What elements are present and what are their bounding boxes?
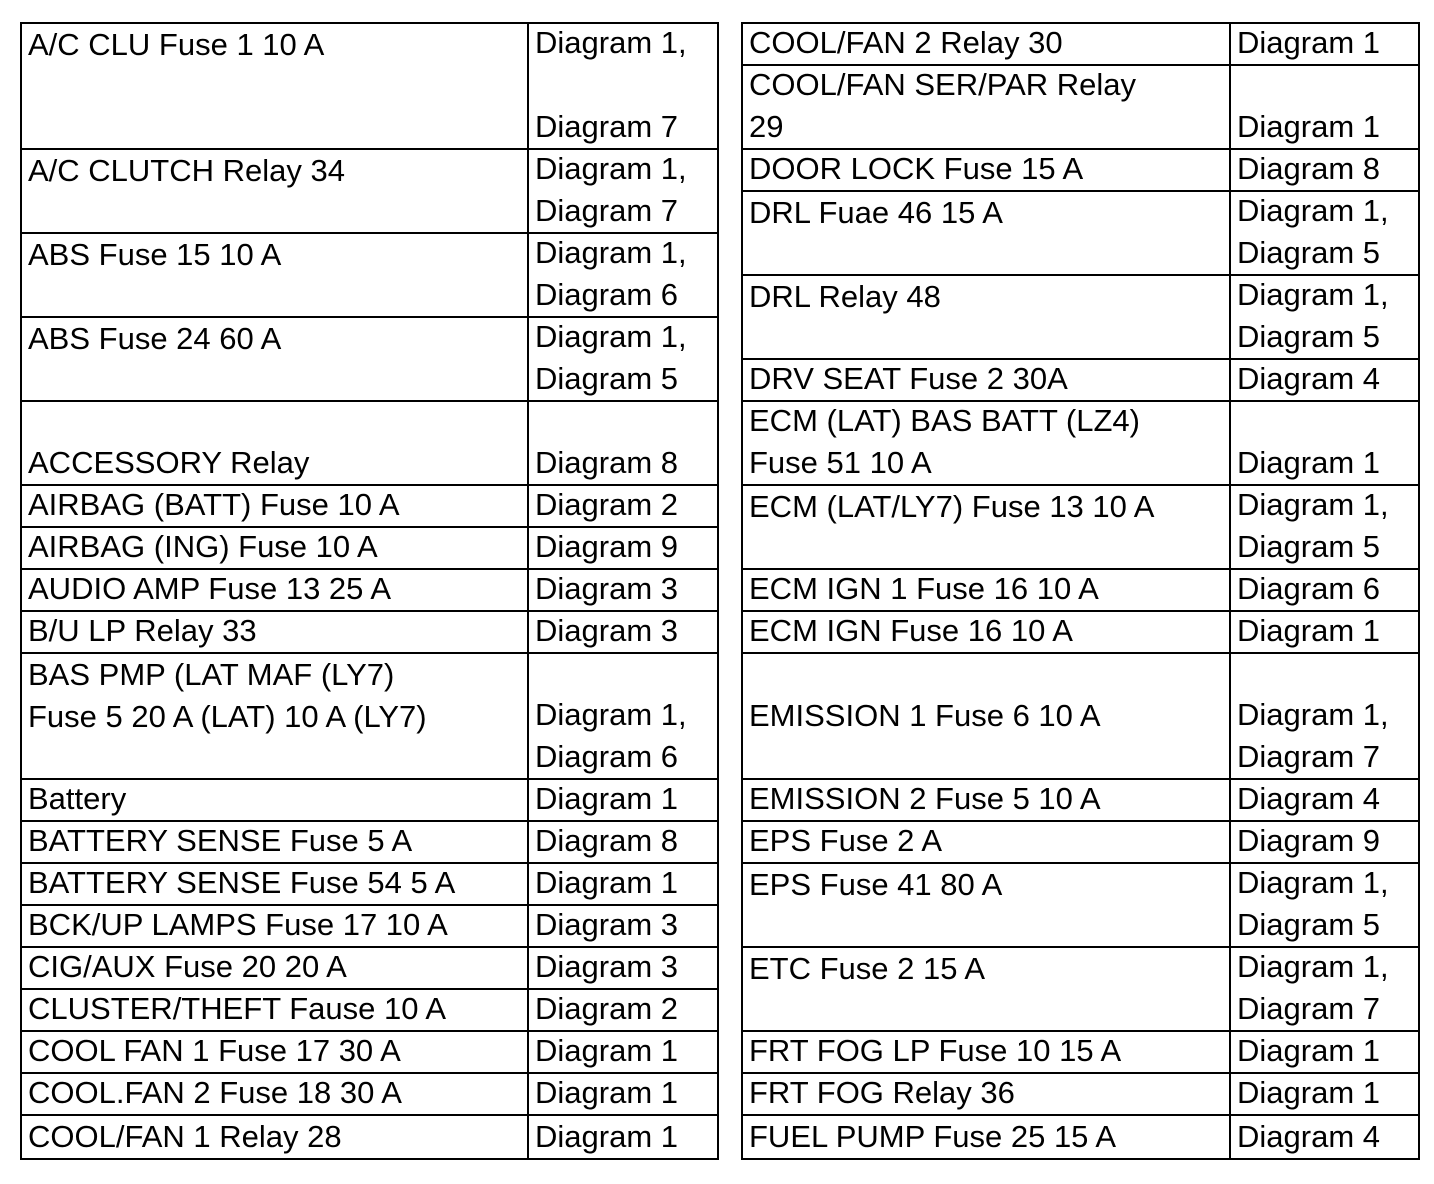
table-row (22, 486, 717, 528)
component-name: CLUSTER/THEFT Fause 10 A (28, 991, 447, 1026)
table-row (22, 948, 717, 990)
component-name: DRL Fuae 46 15 A (749, 195, 1003, 230)
component-name: EPS Fuse 2 A (749, 823, 942, 858)
diagram-ref-cell (1231, 276, 1418, 358)
component-name-cell (22, 906, 529, 946)
component-name: ECM (LAT) BAS BATT (LZ4) Fuse 51 10 A (749, 403, 1140, 480)
table-row (743, 1032, 1418, 1074)
table-row (743, 1074, 1418, 1116)
table-gutter (719, 22, 741, 1160)
diagram-ref-cell (1231, 822, 1418, 862)
diagram-ref: Diagram 1 (535, 1033, 678, 1068)
diagram-ref: Diagram 1 (535, 1075, 678, 1110)
diagram-ref-cell (1231, 66, 1418, 148)
diagram-ref-cell (529, 1074, 717, 1114)
table-row (743, 66, 1418, 150)
diagram-ref: Diagram 1, Diagram 7 (1237, 697, 1389, 774)
diagram-ref: Diagram 8 (1237, 151, 1380, 186)
diagram-ref: Diagram 9 (1237, 823, 1380, 858)
component-name-cell (743, 654, 1231, 778)
diagram-ref-cell (529, 150, 717, 232)
diagram-ref-cell (529, 402, 717, 484)
table-row (743, 150, 1418, 192)
diagram-ref: Diagram 1, Diagram 7 (535, 151, 687, 228)
table-row (743, 402, 1418, 486)
diagram-ref-cell (1231, 24, 1418, 64)
diagram-ref: Diagram 3 (535, 571, 678, 606)
component-name-cell (743, 402, 1231, 484)
table-row (743, 822, 1418, 864)
component-name: COOL/FAN SER/PAR Relay 29 (749, 67, 1137, 144)
component-name: AIRBAG (BATT) Fuse 10 A (28, 487, 400, 522)
diagram-ref-cell (1231, 1116, 1418, 1158)
component-name-cell (743, 780, 1231, 820)
component-name-cell (22, 780, 529, 820)
table-row (743, 24, 1418, 66)
diagram-ref-cell (1231, 402, 1418, 484)
component-name: ETC Fuse 2 15 A (749, 951, 986, 986)
table-row (22, 570, 717, 612)
diagram-ref-cell (1231, 570, 1418, 610)
diagram-ref: Diagram 1 (535, 781, 678, 816)
diagram-ref: Diagram 1 (535, 1119, 678, 1154)
diagram-ref: Diagram 1, Diagram 7 (535, 25, 687, 144)
component-name-cell (743, 570, 1231, 610)
component-name: DOOR LOCK Fuse 15 A (749, 151, 1084, 186)
diagram-ref: Diagram 1 (1237, 445, 1380, 480)
component-name: ACCESSORY Relay (28, 445, 310, 480)
component-name: A/C CLUTCH Relay 34 (28, 153, 345, 188)
component-name: BATTERY SENSE Fuse 5 A (28, 823, 413, 858)
table-row (22, 780, 717, 822)
component-name: FUEL PUMP Fuse 25 15 A (749, 1119, 1117, 1154)
component-name: ABS Fuse 15 10 A (28, 237, 282, 272)
table-row (743, 780, 1418, 822)
diagram-ref: Diagram 1, Diagram 5 (1237, 193, 1389, 270)
component-name: EMISSION 2 Fuse 5 10 A (749, 781, 1101, 816)
diagram-ref: Diagram 1 (1237, 25, 1380, 60)
left-fuse-table (20, 22, 719, 1160)
component-name: COOL/FAN 1 Relay 28 (28, 1119, 342, 1154)
component-name-cell (743, 360, 1231, 400)
component-name: COOL/FAN 2 Relay 30 (749, 25, 1063, 60)
table-row (22, 1116, 717, 1158)
table-row (22, 1074, 717, 1116)
diagram-ref: Diagram 4 (1237, 1119, 1380, 1154)
table-row (22, 822, 717, 864)
component-name-cell (743, 66, 1231, 148)
diagram-ref-cell (529, 990, 717, 1030)
right-fuse-table (741, 22, 1420, 1160)
table-row (22, 864, 717, 906)
diagram-ref-cell (529, 486, 717, 526)
component-name-cell (22, 486, 529, 526)
component-name-cell (22, 1074, 529, 1114)
diagram-ref-cell (529, 1032, 717, 1072)
diagram-ref: Diagram 6 (1237, 571, 1380, 606)
table-row (22, 24, 717, 150)
component-name-cell (743, 486, 1231, 568)
component-name: AIRBAG (ING) Fuse 10 A (28, 529, 378, 564)
diagram-ref: Diagram 1, Diagram 5 (535, 319, 687, 396)
diagram-ref-cell (529, 528, 717, 568)
diagram-ref: Diagram 9 (535, 529, 678, 564)
diagram-ref-cell (1231, 486, 1418, 568)
table-row (743, 612, 1418, 654)
component-name-cell (743, 612, 1231, 652)
component-name: ECM IGN Fuse 16 10 A (749, 613, 1073, 648)
component-name: COOL.FAN 2 Fuse 18 30 A (28, 1075, 402, 1110)
diagram-ref: Diagram 1 (1237, 613, 1380, 648)
component-name-cell (22, 528, 529, 568)
table-row (743, 948, 1418, 1032)
component-name: ABS Fuse 24 60 A (28, 321, 282, 356)
diagram-ref: Diagram 8 (535, 445, 678, 480)
diagram-ref: Diagram 3 (535, 907, 678, 942)
diagram-ref: Diagram 1 (1237, 1033, 1380, 1068)
table-row (743, 570, 1418, 612)
diagram-ref-cell (529, 24, 717, 148)
diagram-ref: Diagram 1 (535, 865, 678, 900)
component-name: EMISSION 1 Fuse 6 10 A (749, 698, 1101, 733)
diagram-ref-cell (529, 612, 717, 652)
table-row (22, 234, 717, 318)
table-row (743, 192, 1418, 276)
table-row (22, 1032, 717, 1074)
diagram-ref-cell (529, 906, 717, 946)
component-name-cell (743, 150, 1231, 190)
component-name-cell (743, 948, 1231, 1030)
diagram-ref-cell (1231, 864, 1418, 946)
diagram-ref-cell (529, 570, 717, 610)
diagram-ref-cell (1231, 654, 1418, 778)
diagram-ref-cell (1231, 612, 1418, 652)
component-name: FRT FOG Relay 36 (749, 1075, 1015, 1110)
diagram-ref: Diagram 1, Diagram 7 (1237, 949, 1389, 1026)
component-name-cell (22, 654, 529, 778)
diagram-ref-cell (1231, 150, 1418, 190)
component-name-cell (743, 1116, 1231, 1158)
component-name-cell (22, 612, 529, 652)
component-name: DRL Relay 48 (749, 279, 941, 314)
diagram-ref-cell (1231, 360, 1418, 400)
diagram-ref-cell (1231, 1074, 1418, 1114)
diagram-ref: Diagram 1, Diagram 6 (535, 697, 687, 774)
component-name-cell (22, 234, 529, 316)
diagram-ref-cell (1231, 1032, 1418, 1072)
diagram-ref: Diagram 2 (535, 991, 678, 1026)
component-name-cell (743, 822, 1231, 862)
component-name-cell (22, 822, 529, 862)
diagram-ref-cell (529, 318, 717, 400)
table-row (743, 360, 1418, 402)
diagram-ref-cell (529, 234, 717, 316)
component-name-cell (22, 150, 529, 232)
component-name: BATTERY SENSE Fuse 54 5 A (28, 865, 456, 900)
diagram-ref-cell (529, 822, 717, 862)
component-name: CIG/AUX Fuse 20 20 A (28, 949, 347, 984)
table-row (22, 906, 717, 948)
diagram-ref-cell (529, 780, 717, 820)
component-name-cell (743, 24, 1231, 64)
diagram-ref: Diagram 2 (535, 487, 678, 522)
diagram-ref-cell (1231, 948, 1418, 1030)
diagram-ref: Diagram 1 (1237, 1075, 1380, 1110)
component-name-cell (22, 402, 529, 484)
component-name-cell (22, 570, 529, 610)
table-row (743, 1116, 1418, 1158)
diagram-ref: Diagram 4 (1237, 781, 1380, 816)
component-name-cell (743, 276, 1231, 358)
component-name-cell (22, 24, 529, 148)
diagram-ref: Diagram 4 (1237, 361, 1380, 396)
diagram-ref-cell (1231, 192, 1418, 274)
component-name-cell (22, 864, 529, 904)
diagram-ref: Diagram 1, Diagram 5 (1237, 277, 1389, 354)
component-name-cell (22, 990, 529, 1030)
diagram-ref: Diagram 8 (535, 823, 678, 858)
diagram-ref-cell (529, 864, 717, 904)
component-name-cell (22, 318, 529, 400)
diagram-ref: Diagram 3 (535, 949, 678, 984)
component-name: BAS PMP (LAT MAF (LY7) Fuse 5 20 A (LAT) 10 A (LY7) (28, 657, 427, 734)
diagram-ref: Diagram 1, Diagram 5 (1237, 487, 1389, 564)
component-name-cell (22, 1032, 529, 1072)
component-name: AUDIO AMP Fuse 13 25 A (28, 571, 391, 606)
component-name: FRT FOG LP Fuse 10 15 A (749, 1033, 1122, 1068)
table-row (743, 486, 1418, 570)
table-row (22, 318, 717, 402)
component-name-cell (22, 1116, 529, 1158)
component-name: A/C CLU Fuse 1 10 A (28, 27, 325, 62)
diagram-ref-cell (529, 654, 717, 778)
diagram-ref-cell (529, 1116, 717, 1158)
table-row (22, 150, 717, 234)
diagram-ref-cell (1231, 780, 1418, 820)
component-name-cell (743, 1032, 1231, 1072)
component-name: DRV SEAT Fuse 2 30A (749, 361, 1068, 396)
table-row (743, 864, 1418, 948)
component-name: B/U LP Relay 33 (28, 613, 257, 648)
component-name: ECM (LAT/LY7) Fuse 13 10 A (749, 489, 1155, 524)
component-name-cell (22, 948, 529, 988)
component-name-cell (743, 864, 1231, 946)
table-row (743, 276, 1418, 360)
table-row (743, 654, 1418, 780)
component-name: EPS Fuse 41 80 A (749, 867, 1003, 902)
table-row (22, 402, 717, 486)
diagram-ref-cell (529, 948, 717, 988)
component-name-cell (743, 192, 1231, 274)
component-name: BCK/UP LAMPS Fuse 17 10 A (28, 907, 448, 942)
component-name: ECM IGN 1 Fuse 16 10 A (749, 571, 1099, 606)
diagram-ref: Diagram 1 (1237, 109, 1380, 144)
table-row (22, 654, 717, 780)
table-row (22, 528, 717, 570)
component-name: COOL FAN 1 Fuse 17 30 A (28, 1033, 401, 1068)
table-row (22, 612, 717, 654)
table-row (22, 990, 717, 1032)
component-name: Battery (28, 781, 127, 816)
diagram-ref: Diagram 1, Diagram 6 (535, 235, 687, 312)
component-name-cell (743, 1074, 1231, 1114)
diagram-ref: Diagram 3 (535, 613, 678, 648)
diagram-ref: Diagram 1, Diagram 5 (1237, 865, 1389, 942)
